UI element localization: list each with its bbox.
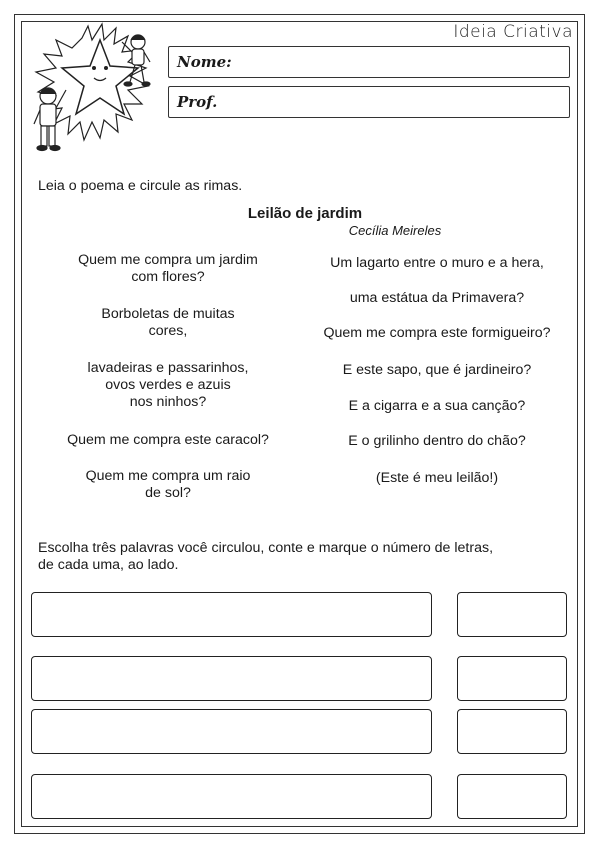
word-answer-box-4[interactable]: [31, 774, 432, 819]
poem-line-right: uma estátua da Primavera?: [349, 290, 525, 306]
poem-line-right: Um lagarto entre o muro e a hera,: [330, 255, 544, 271]
poem-stanza-left-2: [52, 306, 284, 340]
letter-count-box-1[interactable]: [457, 592, 567, 637]
poem-line: com flores?: [131, 269, 205, 285]
poem-title: Leilão de jardim: [247, 205, 363, 222]
poem-line-right: E este sapo, que é jardineiro?: [342, 362, 532, 378]
task-text-line-2: de cada uma, ao lado.: [38, 557, 179, 573]
word-answer-box-3[interactable]: [31, 709, 432, 754]
task-text-line-1: Escolha três palavras você circulou, conte e marque o número de letras,: [38, 540, 494, 556]
teacher-field[interactable]: [168, 86, 570, 118]
brand-label: Ideia Criativa: [453, 22, 573, 42]
letter-count-box-2[interactable]: [457, 656, 567, 701]
poem-line-right: Quem me compra este formigueiro?: [323, 325, 551, 341]
poem-stanza-left-4: [52, 432, 284, 449]
poem-line: Borboletas de muitas: [101, 306, 235, 322]
kids-star-illustration: [22, 20, 162, 160]
instruction-text: Leia o poema e circule as rimas.: [38, 178, 243, 194]
word-answer-box-1[interactable]: [31, 592, 432, 637]
poem-stanza-left-1: [52, 252, 284, 286]
poem-line: Quem me compra um raio: [85, 468, 251, 484]
poem-line-right: (Este é meu leilão!): [375, 470, 499, 486]
word-answer-box-2[interactable]: [31, 656, 432, 701]
poem-line: nos ninhos?: [129, 394, 207, 410]
poem-line: cores,: [148, 323, 188, 339]
poem-author: Cecília Meireles: [348, 223, 442, 238]
letter-count-box-4[interactable]: [457, 774, 567, 819]
letter-count-box-3[interactable]: [457, 709, 567, 754]
name-label: Nome:: [177, 53, 232, 71]
poem-line-right: E a cigarra e a sua canção?: [348, 398, 526, 414]
poem-line-right: E o grilinho dentro do chão?: [348, 433, 526, 449]
poem-stanza-left-3: [52, 360, 284, 411]
poem-line: Quem me compra um jardim: [78, 252, 258, 268]
poem-stanza-left-5: [52, 468, 284, 502]
poem-line: Quem me compra este caracol?: [67, 432, 269, 448]
teacher-label: Prof.: [177, 93, 218, 111]
poem-line: lavadeiras e passarinhos,: [87, 360, 249, 376]
poem-line: ovos verdes e azuis: [105, 377, 231, 393]
name-field[interactable]: [168, 46, 570, 78]
poem-line: de sol?: [145, 485, 191, 501]
